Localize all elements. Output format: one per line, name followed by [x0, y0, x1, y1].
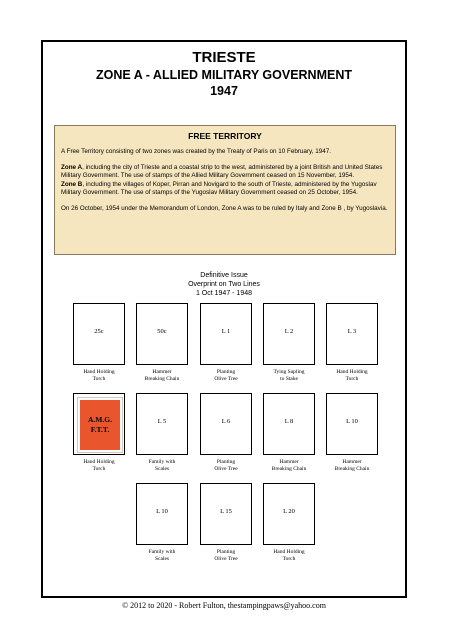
stamp-caption-line2: Breaking Chain — [334, 466, 370, 472]
stamp-slot — [73, 393, 125, 455]
zone-b-label: Zone B — [61, 180, 83, 188]
stamp-caption-line2: Olive Tree — [214, 556, 238, 562]
stamp-caption-line2: Torch — [345, 376, 359, 382]
stamp-slot — [136, 393, 188, 455]
stamp-slot — [263, 483, 315, 545]
stamp-value: L 8 — [284, 418, 294, 425]
page-subtitle: ZONE A - ALLIED MILITARY GOVERNMENT — [95, 68, 352, 82]
stamp-slot — [263, 303, 315, 365]
zone-b-text: , including the villages of Koper, Pirran and Novigard to the south of Trieste, administered by the Yugoslav Military Government. The use of stamps of the Yugoslav Military Government ceased on 25 October, 1954. — [61, 180, 377, 197]
stamp-value: 50c — [157, 328, 167, 335]
stamp-caption-line1: Hammer — [342, 459, 362, 465]
stamp-slot — [73, 303, 125, 365]
stamp-value: L 10 — [346, 418, 358, 425]
stamp-caption-line1: Family with — [148, 549, 176, 555]
stamp-caption-line1: Hand Holding — [336, 369, 368, 375]
stamp-caption-line2: Breaking Chain — [144, 376, 180, 382]
stamp-caption-line1: Family with — [148, 459, 176, 465]
footer-copyright: © 2012 to 2020 - Robert Fulton, thestampingpaws@yahoo.com — [122, 601, 326, 610]
issue-date: 1 Oct 1947 - 1948 — [195, 290, 253, 297]
zone-a-text: , including the city of Trieste and a coastal strip to the west, administered by a joint British and United States Military Government. The use of stamps of the Allied Military Government ceased on 15 November, 1954. — [61, 163, 383, 180]
stamp-value: L 10 — [156, 508, 168, 515]
stamp-caption-line2: to Stake — [280, 376, 298, 382]
stamp-caption-line1: Hand Holding — [273, 549, 305, 555]
stamp-value: L 20 — [283, 508, 295, 515]
stamp-value: 25c — [94, 328, 104, 335]
stamp-caption-line1: Hand Holding — [83, 369, 115, 375]
issue-overprint: Overprint on Two Lines — [188, 281, 260, 288]
stamp-slot — [200, 393, 252, 455]
stamp-caption-line1: Hammer — [279, 459, 299, 465]
info-para-1: A Free Territory consisting of two zones was created by the Treaty of Paris on 10 February, 1947. — [61, 148, 331, 156]
stamp-value: L 15 — [220, 508, 232, 515]
stamp-value: L 5 — [157, 418, 167, 425]
info-box — [54, 125, 396, 255]
stamp-caption-line2: Torch — [92, 466, 106, 472]
stamp-slot — [200, 303, 252, 365]
info-para-4: On 26 October, 1954 under the Memorandum of London, Zone A was to be ruled by Italy and Zone B , by Yugoslavia. — [61, 204, 388, 212]
stamp-value: L 3 — [347, 328, 357, 335]
stamp-caption-line1: Planting — [216, 549, 236, 555]
stamp-value: L 6 — [221, 418, 231, 425]
stamp-caption-line1: Tying Sapling — [273, 369, 305, 375]
stamp-overprint-line2: F.T.T. — [90, 425, 110, 434]
info-zone-a — [61, 164, 389, 181]
stamp-image — [80, 400, 120, 450]
stamp-caption-line1: Hand Holding — [83, 459, 115, 465]
stamp-caption-line2: Torch — [282, 556, 296, 562]
page-title: TRIESTE — [192, 49, 256, 66]
info-zone-b — [61, 181, 389, 198]
stamp-slot — [136, 303, 188, 365]
stamp-slot — [326, 303, 378, 365]
stamp-caption-line2: Torch — [92, 376, 106, 382]
stamp-slot — [263, 393, 315, 455]
zone-a-label: Zone A — [61, 163, 83, 171]
stamp-value: L 2 — [284, 328, 294, 335]
stamp-caption-line2: Olive Tree — [214, 466, 238, 472]
stamp-caption-line1: Planting — [216, 369, 236, 375]
page-year: 1947 — [210, 84, 238, 98]
stamp-slot — [200, 483, 252, 545]
stamp-caption-line1: Hammer — [152, 369, 172, 375]
stamp-caption-line2: Scales — [154, 556, 170, 562]
stamp-caption-line2: Breaking Chain — [271, 466, 307, 472]
stamp-slot — [326, 393, 378, 455]
issue-title: Definitive Issue — [200, 272, 248, 279]
stamp-caption-line1: Planting — [216, 459, 236, 465]
stamp-caption-line2: Scales — [154, 466, 170, 472]
stamp-overprint-line1: A.M.G. — [88, 415, 112, 424]
stamp-caption-line2: Olive Tree — [214, 376, 238, 382]
stamp-value: L 1 — [221, 328, 231, 335]
stamp-slot — [136, 483, 188, 545]
info-heading: FREE TERRITORY — [188, 131, 262, 141]
